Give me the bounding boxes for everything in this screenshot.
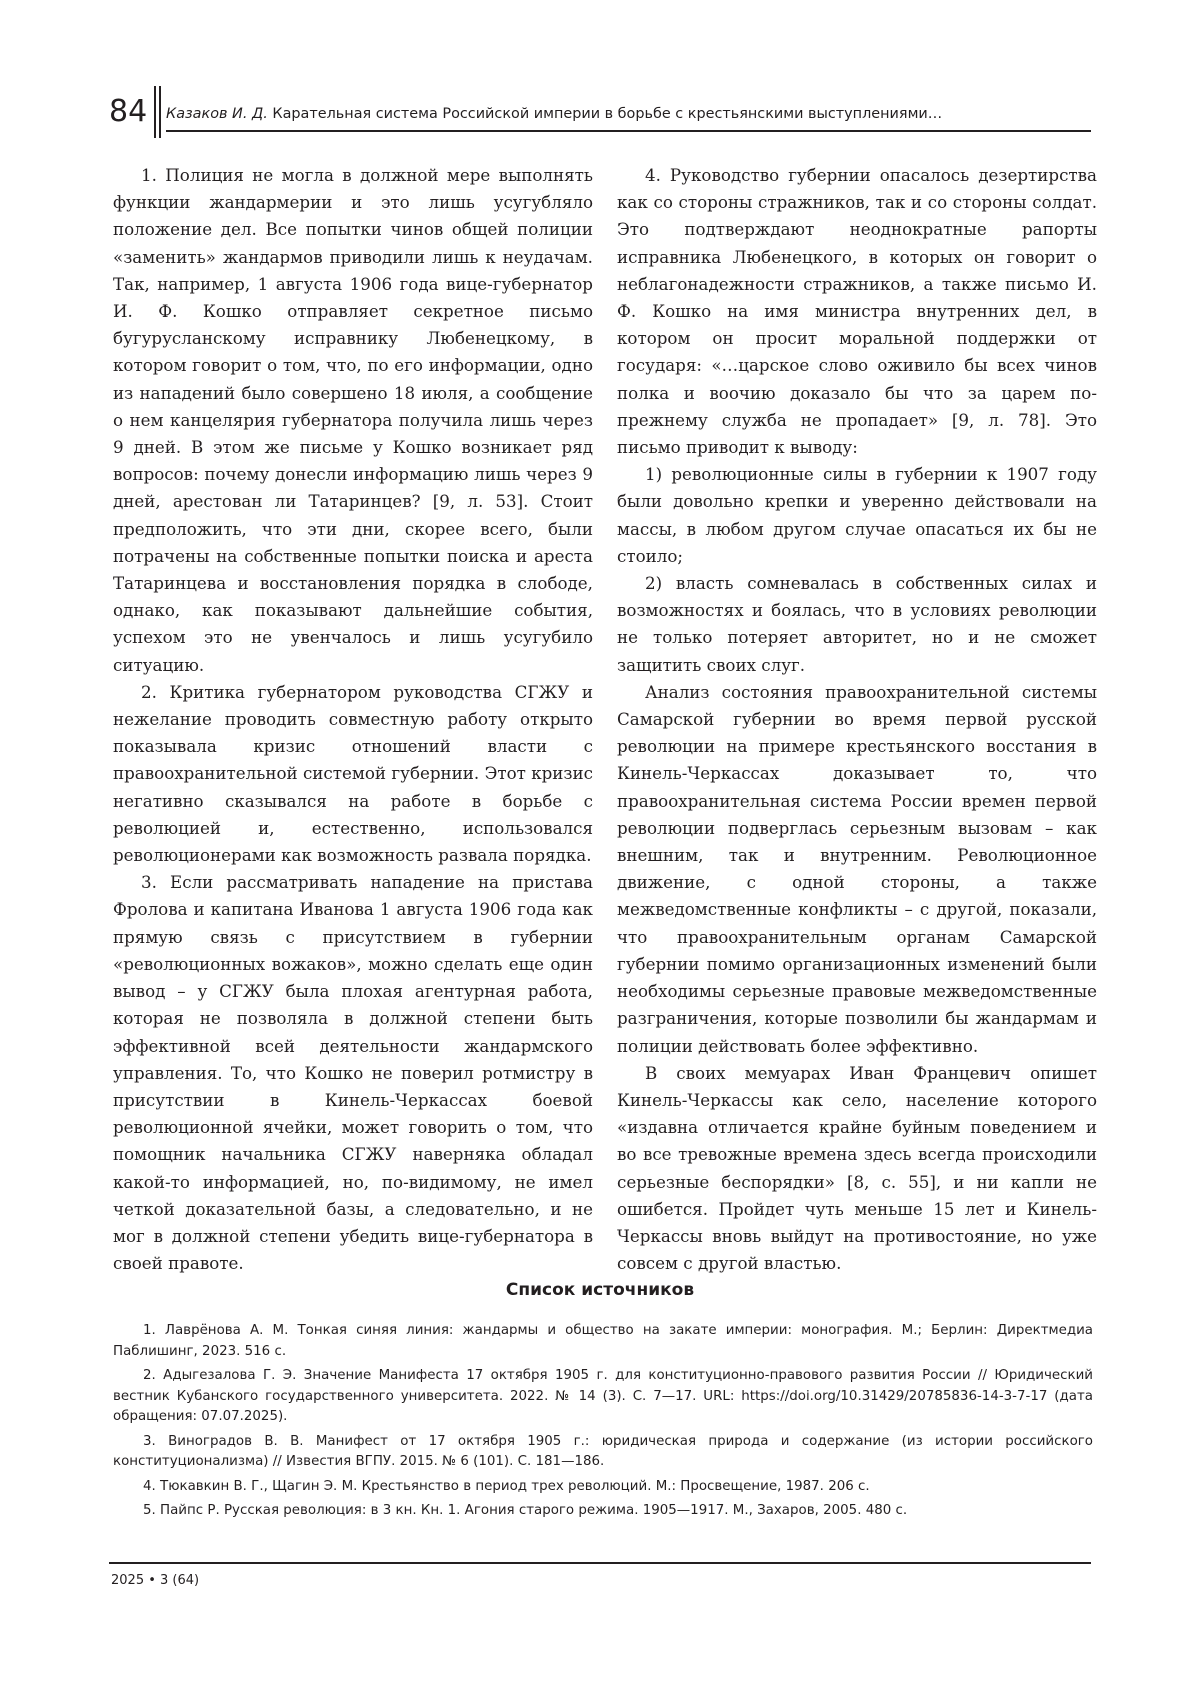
source-item: 2. Адыгезалова Г. Э. Значение Манифеста 17 октября 1905 г. для конституционно-правового развития России // Юридический вестник Кубанского государственного университета. 2022. № 14 (3). С. 7—17. URL: https://doi.org/10.31429/20785836-14-3-7-17 (дата обращения: 07.07.2025). [113, 1368, 1093, 1424]
running-head [166, 104, 942, 124]
running-head-title: Карательная система Российской империи в борьбе с крестьянскими выступлениями… [272, 106, 943, 122]
header-rule [166, 130, 1091, 132]
paragraph: 3. Если рассматривать нападение на пристава Фролова и капитана Иванова 1 августа 1906 года как прямую связь с присутствием в губернии «революционных вожаков», можно сделать еще один вывод – у СГЖУ была плохая агентурная работа, которая не позволяла в должной степени быть эффективной всей деятельности жандармского управления. То, что Кошко не поверил ротмистру в присутствии в Кинель-Черкассах боевой революционной ячейки, может говорить о том, что помощник начальника СГЖУ наверняка обладал какой-то информацией, но, по-видимому, не имел четкой доказательной базы, а следовательно, и не мог в должной степени убедить вице-губернатора в своей правоте. [113, 872, 593, 1274]
paragraph: 4. Руководство губернии опасалось дезертирства как со стороны стражников, так и со стороны солдат. Это подтверждают неоднократные рапорты исправника Любенецкого, в которых он говорит о неблагонадежности стражников, а также письмо И. Ф. Кошко на имя министра внутренних дел, в котором он просит моральной поддержки от государя: «…царское слово оживило бы всех чинов полка и воочию доказало бы что за царем по-прежнему служба не пропадает» [9, л. 78]. Это письмо приводит к выводу: [617, 165, 1097, 458]
page-number: 84 [109, 94, 148, 129]
source-item: 1. Лаврёнова А. М. Тонкая синяя линия: жандармы и общество на закате империи: монография. М.; Берлин: Директмедиа Паблишинг, 2023. 516 с. [113, 1323, 1093, 1359]
paragraph: 1. Полиция не могла в должной мере выполнять функции жандармерии и это лишь усугубляло положение дел. Все попытки чинов общей полиции «заменить» жандармов приводили лишь к неудачам. Так, например, 1 августа 1906 года вице-губернатор И. Ф. Кошко отправляет секретное письмо бугурусланскому исправнику Любенецкому, в котором говорит о том, что, по его информации, одно из нападений было совершено 18 июля, а сообщение о нем канцелярия губернатора получила лишь через 9 дней. В этом же письме у Кошко возникает ряд вопросов: почему донесли информацию лишь через 9 дней, арестован ли Татаринцев? [9, л. 53]. Стоит предположить, что эти дни, скорее всего, были потрачены на собственные попытки поиска и ареста Татаринцева и восстановления порядка в слободе, однако, как показывают дальнейшие события, успехом это не увенчалось и лишь усугубило ситуацию. [113, 165, 593, 675]
paragraph: 2) власть сомневалась в собственных силах и возможностях и боялась, что в условиях революции не только потеряет авторитет, но и не сможет защитить своих слуг. [617, 573, 1097, 675]
paragraph: В своих мемуарах Иван Францевич опишет Кинель-Черкассы как село, население которого «издавна отличается крайне буйным поведением и во все тревожные времена здесь всегда происходили серьезные беспорядки» [8, с. 55], и ни капли не ошибется. Пройдет чуть меньше 15 лет и Кинель-Черкассы вновь выйдут на противостояние, но уже совсем с другой властью. [617, 1062, 1097, 1274]
running-head-author: Казаков И. Д. [166, 106, 268, 122]
header-divider [159, 86, 161, 138]
paragraph: 2. Критика губернатором руководства СГЖУ и нежелание проводить совместную работу открыто показывала кризис отношений власти с правоохранительной системой губернии. Этот кризис негативно сказывался на работе в борьбе с революцией и, естественно, использовался революционерами как возможность развала порядка. [113, 681, 593, 866]
page-header [109, 86, 1091, 138]
paragraph: Анализ состояния правоохранительной системы Самарской губернии во время первой русской революции на примере крестьянского восстания в Кинель-Черкассах доказывает то, что правоохранительная система России времен первой революции подверглась серьезным вызовам – как внешним, так и внутренним. Революционное движение, с одной стороны, а также межведомственные конфликты – с другой, показали, что правоохранительным органам Самарской губернии помимо организационных изменений были необходимы серьезные правовые межведомственные разграничения, которые позволили бы жандармам и полиции действовать более эффективно. [617, 681, 1097, 1056]
footer-rule [109, 1562, 1091, 1564]
header-divider [154, 86, 156, 138]
paragraph: 1) революционные силы в губернии к 1907 году были довольно крепки и уверенно действовали на массы, в любом другом случае опасаться их бы не стоило; [617, 464, 1097, 566]
source-item: 3. Виноградов В. В. Манифест от 17 октября 1905 г.: юридическая природа и содержание (из истории российского конституционализма) // Известия ВГПУ. 2015. № 6 (101). С. 181—186. [113, 1433, 1093, 1469]
source-item: 4. Тюкавкин В. Г., Щагин Э. М. Крестьянство в период трех революций. М.: Просвещение, 1987. 206 с. [143, 1478, 870, 1494]
sources-list [113, 1321, 1093, 1526]
footer-issue: 2025 • 3 (64) [111, 1573, 200, 1588]
sources-title: Список источников [505, 1280, 695, 1300]
right-column [617, 162, 1097, 1277]
source-item: 5. Пайпс Р. Русская революция: в 3 кн. Кн. 1. Агония старого режима. 1905—1917. М., Захаров, 2005. 480 с. [143, 1503, 908, 1518]
left-column [113, 162, 593, 1277]
